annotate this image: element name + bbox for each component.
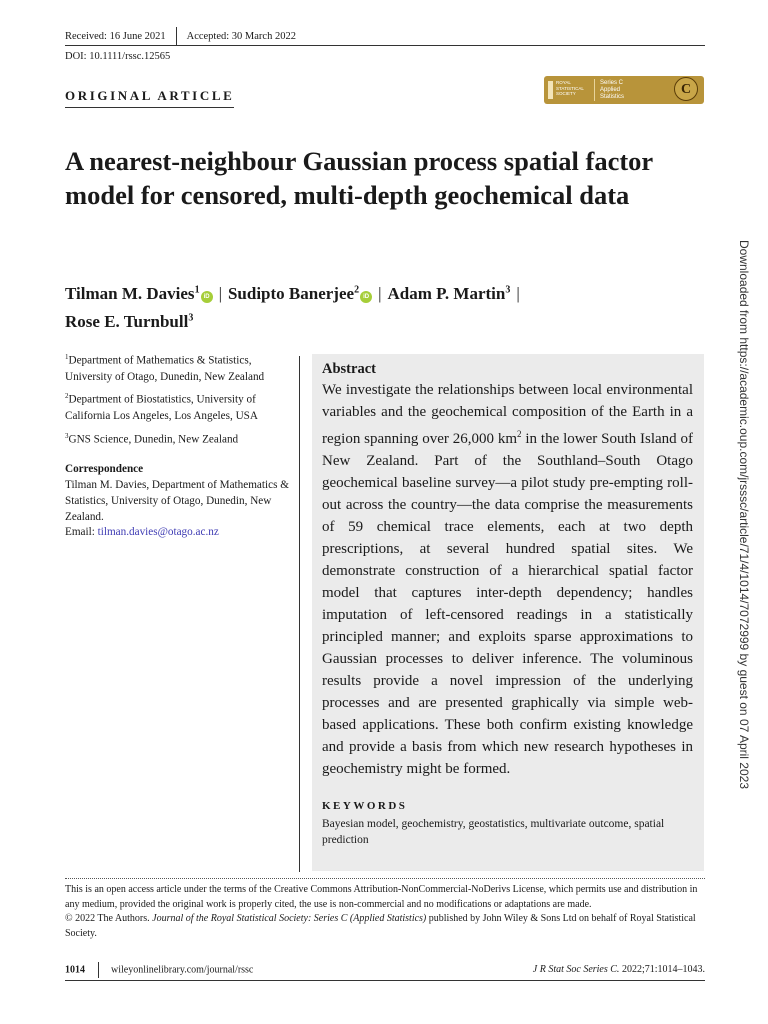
submission-dates [65, 27, 296, 45]
received-date: Received: 16 June 2021 [65, 30, 166, 42]
series-line: Series C [600, 80, 624, 86]
rss-line: STATISTICAL [556, 85, 584, 91]
page-number: 1014 [65, 964, 85, 976]
author-name[interactable]: Tilman M. Davies$^1$ [65, 283, 200, 303]
affiliation: $^1$Department of Mathematics & Statistics, University of Otago, Dunedin, New Zealand [65, 353, 265, 383]
affiliation: $^2$Department of Biostatistics, University of California Los Angeles, Los Angeles, USA [65, 392, 258, 422]
affiliations-column [65, 350, 293, 545]
abstract-text: We investigate the relationships between local environmental variables and the geochemical composition of the Earth in a region spanning over 26,000 $km^2$ in the lower South Island of New Zealand. Part of the Southland–South Otago geochemical baseline survey—a pilot study pre-empting roll-out across the country—the data comprise the measurements of 59 chemical trace elements, each at two depth prescriptions, at several hundred spatial sites. We demonstrate construction of a hierarchical spatial factor model that captures inter-depth dependency; handles imputation of left-censored readings in a statistically principled manner; and exploits sparse approximations to Gaussian processes to deliver inference. The voluminous results provide a novel impression of the underlying processes and are presented graphically via simple web-based applications. These both confirm existing knowledge and provide a basis from which new research hypotheses in geochemistry might be formed. [322, 382, 693, 777]
article-type: ORIGINAL ARTICLE [65, 88, 234, 108]
series-label [600, 80, 624, 101]
rss-line: SOCIETY [556, 91, 576, 96]
abstract-heading: Abstract [322, 361, 376, 377]
correspondence-heading: Correspondence [65, 463, 144, 476]
badge-divider [594, 79, 595, 101]
author-list [65, 277, 705, 334]
download-watermark: Downloaded from https://academic.oup.com/jrsssc/article/71/4/1014/7072999 by guest on 07 April 2023 [737, 240, 751, 789]
author-separator: | [218, 283, 222, 303]
correspondence-text: Tilman M. Davies, Department of Mathematics & Statistics, University of Otago, Dunedin, New Zealand. Email: tilman.davies@otago.ac.nz [65, 478, 289, 539]
footer-separator [98, 962, 99, 978]
page-footer [65, 962, 705, 978]
header-rule [65, 45, 705, 46]
doi[interactable]: DOI: 10.1111/rssc.12565 [65, 51, 171, 62]
paper-title: A nearest-neighbour Gaussian process spatial factor model for censored, multi-depth geochemical data [65, 146, 653, 210]
author-name[interactable]: Adam P. Martin$^3$ [387, 283, 511, 303]
copyright-text: © 2022 The Authors. Journal of the Royal Statistical Society: Series C (Applied Statistics) published by John Wiley & Sons Ltd on behalf of Royal Statistical Society. [65, 913, 696, 939]
orcid-icon[interactable]: iD [360, 291, 372, 303]
author-separator: | [516, 283, 520, 303]
email-link[interactable]: tilman.davies@otago.ac.nz [97, 526, 219, 539]
accepted-date: Accepted: 30 March 2022 [186, 30, 296, 42]
orcid-icon[interactable]: iD [201, 291, 213, 303]
footer-rule [65, 980, 705, 981]
keywords-text: Bayesian model, geochemistry, geostatistics, multivariate outcome, spatial prediction [322, 818, 665, 846]
open-access-text: This is an open access article under the terms of the Creative Commons Attribution-NonCommercial-NoDerivs License, which permits use and distribution in any medium, provided the original work is properly cited, the use is non-commercial and no modifications or adaptations are made. [65, 884, 698, 910]
series-line: Applied [600, 87, 621, 93]
author-name[interactable]: Sudipto Banerjee$^2$ [227, 283, 360, 303]
keywords-heading: KEYWORDS [322, 800, 408, 812]
series-c-icon: C [674, 77, 698, 101]
rss-logo [548, 79, 592, 101]
crest-icon [548, 81, 553, 99]
affiliation: $^3$GNS Science, Dunedin, New Zealand [65, 431, 239, 446]
author-name[interactable]: Rose E. Turnbull$^3$ [65, 312, 194, 332]
date-separator [176, 27, 177, 45]
journal-url[interactable]: wileyonlinelibrary.com/journal/rssc [111, 964, 254, 976]
series-line: Statistics [600, 94, 625, 100]
journal-badge[interactable] [544, 76, 704, 104]
abstract-box [312, 354, 704, 871]
rss-line: ROYAL [556, 80, 571, 85]
author-separator: | [378, 283, 382, 303]
citation: J R Stat Soc Series C. 2022;71:1014–1043. [532, 964, 705, 975]
column-divider [299, 356, 300, 872]
license-notice [65, 878, 705, 941]
